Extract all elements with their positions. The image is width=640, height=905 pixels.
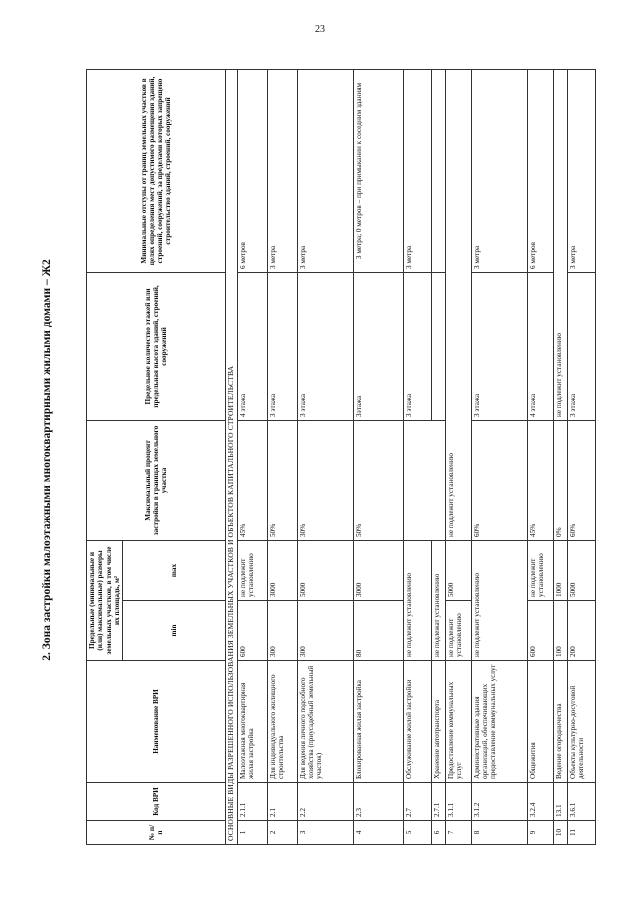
- col-code-header: Код ВРИ: [87, 783, 226, 821]
- row-floors: 3 этажа: [471, 272, 527, 420]
- row-max: 3000: [353, 540, 403, 600]
- row-max: 5000: [567, 540, 595, 600]
- row-num: 11: [567, 821, 595, 845]
- row-setback: 3 метра: [297, 69, 353, 272]
- row-floors: 4 этажа: [527, 272, 553, 420]
- row-percent: 50%: [353, 420, 403, 540]
- table-row: [237, 69, 267, 844]
- row-name: Общежития: [527, 661, 553, 783]
- table-row: [267, 69, 297, 844]
- section-title: ОСНОВНЫЕ ВИДЫ РАЗРЕШЕННОГО ИСПОЛЬЗОВАНИЯ ЗЕМЕЛЬНЫХ УЧАСТКОВ И ОБЪЕКТОВ КАПИТАЛЬНОГО СТРОИТЕЛЬСТВА: [226, 69, 238, 844]
- row-num: 10: [553, 821, 567, 845]
- row-code: 2.2: [297, 783, 353, 821]
- row-right-span: не подлежит установлению: [553, 69, 567, 420]
- row-max: 3000: [267, 540, 297, 600]
- row-code: 2.7: [403, 783, 431, 821]
- row-setback: 3 метра; 0 метров – при примыкании к соседним зданиям: [353, 69, 403, 272]
- table-row: [527, 69, 553, 844]
- row-floors: 3 этажа: [567, 272, 595, 420]
- col-percent-header: Максимальный процент застройки в границах земельного участка: [87, 420, 226, 540]
- row-right-span: не подлежит установлению: [445, 69, 471, 540]
- row-code: 2.1.1: [237, 783, 267, 821]
- row-setback: 6 метров: [237, 69, 267, 272]
- row-setback: 3 метра: [403, 69, 431, 272]
- zone-heading: 2. Зона застройки малоэтажными многоквартирными жилыми домами – Ж2: [41, 259, 53, 661]
- row-name: Ведение огородничества: [553, 661, 567, 783]
- row-code: 3.1.2: [471, 783, 527, 821]
- zoning-table: [86, 69, 596, 845]
- row-min: не подлежит установлению: [445, 601, 471, 661]
- table-row: [445, 69, 471, 844]
- row-floors: 3этажа: [353, 272, 403, 420]
- row-floors-empty: [431, 272, 445, 420]
- row-code: 2.1: [267, 783, 297, 821]
- row-percent: 60%: [567, 420, 595, 540]
- row-min: 600: [527, 601, 553, 661]
- row-area-span: не подлежит установлению: [403, 540, 431, 660]
- row-min: 300: [297, 601, 353, 661]
- row-num: 6: [431, 821, 445, 845]
- row-setback: 6 метров: [527, 69, 553, 272]
- row-max: не подлежит установлению: [237, 540, 267, 600]
- row-floors: 3 этажа: [403, 272, 431, 420]
- table-row: [553, 69, 567, 844]
- row-setback: 3 метра: [567, 69, 595, 272]
- row-setback: 3 метра: [471, 69, 527, 272]
- row-setback: 3 метра: [267, 69, 297, 272]
- col-min-header: min: [123, 601, 226, 661]
- row-floors: 4 этажа: [237, 272, 267, 420]
- row-name: Для индивидуального жилищного строительства: [267, 661, 297, 783]
- page-number: 23: [315, 24, 325, 35]
- row-code: 13.1: [553, 783, 567, 821]
- row-min: 80: [353, 601, 403, 661]
- col-area-header: Предельные (минимальные и (или) максимальные) размеры земельных участков, в том числе их площадь, м²: [87, 540, 123, 660]
- row-min: 600: [237, 601, 267, 661]
- zoning-table-container: [86, 70, 616, 845]
- row-name: Административные здания организаций, обеспечивающих предоставление коммунальных услуг: [471, 661, 527, 783]
- col-setback-header: Минимальные отступы от границ земельных участков в целях определения мест допустимого размещения зданий, строений, сооружений, за пределами которых запрещено строительство зданий, строений, сооружений: [87, 69, 226, 272]
- row-percent: 45%: [237, 420, 267, 540]
- row-percent: 60%: [471, 420, 527, 540]
- table-row: [403, 69, 431, 844]
- row-num: 1: [237, 821, 267, 845]
- col-name-header: Наименование ВРИ: [87, 661, 226, 783]
- row-floors: 3 этажа: [297, 272, 353, 420]
- row-percent: 30%: [297, 420, 353, 540]
- row-name: Обслуживание жилой застройки: [403, 661, 431, 783]
- row-code: 3.2.4: [527, 783, 553, 821]
- row-num: 2: [267, 821, 297, 845]
- table-row: [353, 69, 403, 844]
- row-code: 3.1.1: [445, 783, 471, 821]
- row-num: 9: [527, 821, 553, 845]
- row-code: 2.3: [353, 783, 403, 821]
- col-floors-header: Предельное количество этажей или предельная высота зданий, строений, сооружений: [87, 272, 226, 420]
- row-name: Малоэтажная многоквартирная жилая застройка: [237, 661, 267, 783]
- row-name: Объекты культурно-досуговой деятельности: [567, 661, 595, 783]
- row-area-span: не подлежит установлению: [471, 540, 527, 660]
- table-row: [471, 69, 527, 844]
- row-floors: 3 этажа: [267, 272, 297, 420]
- row-max: не подлежит установлению: [527, 540, 553, 600]
- table-row: [567, 69, 595, 844]
- row-num: 7: [445, 821, 471, 845]
- col-num-header: № п/п: [87, 821, 226, 845]
- row-min: 200: [567, 601, 595, 661]
- row-num: 4: [353, 821, 403, 845]
- row-min: 100: [553, 601, 567, 661]
- row-percent: 0%: [553, 420, 567, 540]
- row-max: 5000: [445, 540, 471, 600]
- col-max-header: max: [123, 540, 226, 600]
- row-setback-empty: [431, 69, 445, 272]
- row-max: 5000: [297, 540, 353, 600]
- row-min: 300: [267, 601, 297, 661]
- row-num: 5: [403, 821, 431, 845]
- row-code: 3.6.1: [567, 783, 595, 821]
- row-name: Предоставление коммунальных услуг: [445, 661, 471, 783]
- row-num: 3: [297, 821, 353, 845]
- row-percent: 50%: [267, 420, 297, 540]
- row-percent: 45%: [527, 420, 553, 540]
- row-max: 1000: [553, 540, 567, 600]
- row-name: Хранение автотранспорта: [431, 661, 445, 783]
- row-area-span: не подлежат установлению: [431, 540, 445, 660]
- table-row: [297, 69, 353, 844]
- row-name: Для ведения личного подсобного хозяйства (приусадебный земельный участок): [297, 661, 353, 783]
- row-percent-empty: [403, 420, 445, 540]
- row-num: 8: [471, 821, 527, 845]
- row-code: 2.7.1: [431, 783, 445, 821]
- row-name: Блокированная жилая застройка: [353, 661, 403, 783]
